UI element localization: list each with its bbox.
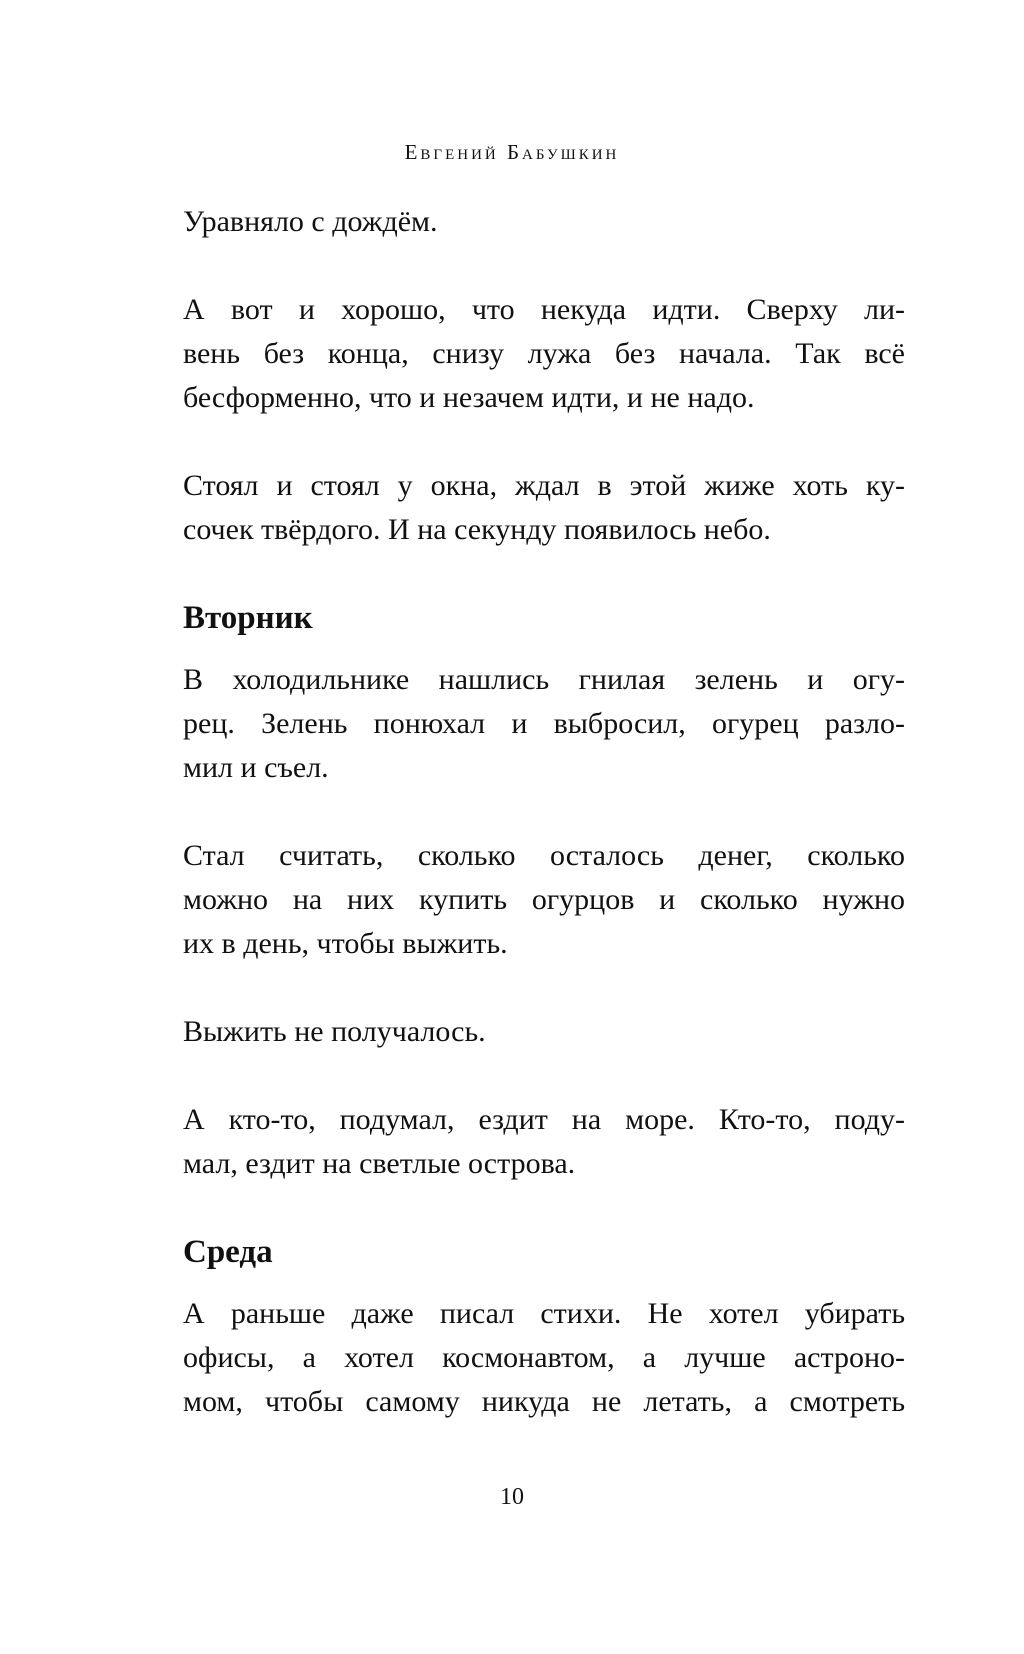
- section-heading-wednesday: Среда: [183, 1234, 273, 1270]
- paragraph-7: [183, 1098, 905, 1186]
- paragraph-5: [183, 834, 905, 966]
- paragraph-line: А раньше даже писал стихи. Не хотел убирать: [183, 1297, 905, 1330]
- paragraph-line: А вот и хорошо, что некуда идти. Сверху ли-: [183, 293, 905, 326]
- paragraph-line: Стоял и стоял у окна, ждал в этой жиже хоть ку-: [183, 469, 905, 502]
- paragraph-line: Уравняло с дождём.: [183, 205, 438, 238]
- section-heading-tuesday: Вторник: [183, 600, 313, 636]
- paragraph-1: [183, 200, 905, 244]
- page-number: 10: [500, 1484, 524, 1510]
- paragraph-2: [183, 288, 905, 420]
- paragraph-line: мом, чтобы самому никуда не летать, а смотреть: [183, 1385, 905, 1418]
- paragraph-line: бесформенно, что и незачем идти, и не надо.: [183, 381, 755, 414]
- paragraph-line: Выжить не получалось.: [183, 1015, 486, 1048]
- paragraph-4: [183, 658, 905, 790]
- paragraph-line: Стал считать, сколько осталось денег, сколько: [183, 839, 905, 872]
- paragraph-line: можно на них купить огурцов и сколько нужно: [183, 883, 905, 916]
- paragraph-line: вень без конца, снизу лужа без начала. Так всё: [183, 337, 905, 370]
- paragraph-line: сочек твёрдого. И на секунду появилось небо.: [183, 513, 771, 546]
- paragraph-line: офисы, а хотел космонавтом, а лучше астроно-: [183, 1341, 905, 1374]
- paragraph-8: [183, 1292, 905, 1424]
- paragraph-line: их в день, чтобы выжить.: [183, 927, 508, 960]
- paragraph-3: [183, 464, 905, 552]
- paragraph-line: мил и съел.: [183, 751, 329, 784]
- paragraph-line: мал, ездит на светлые острова.: [183, 1147, 576, 1180]
- running-head-author: Евгений Бабушкин: [404, 140, 620, 164]
- page-body: [183, 200, 905, 1468]
- paragraph-line: В холодильнике нашлись гнилая зелень и огу-: [183, 663, 905, 696]
- paragraph-6: [183, 1010, 905, 1054]
- paragraph-line: рец. Зелень понюхал и выбросил, огурец разло-: [183, 707, 905, 740]
- paragraph-line: А кто-то, подумал, ездит на море. Кто-то, поду-: [183, 1103, 905, 1136]
